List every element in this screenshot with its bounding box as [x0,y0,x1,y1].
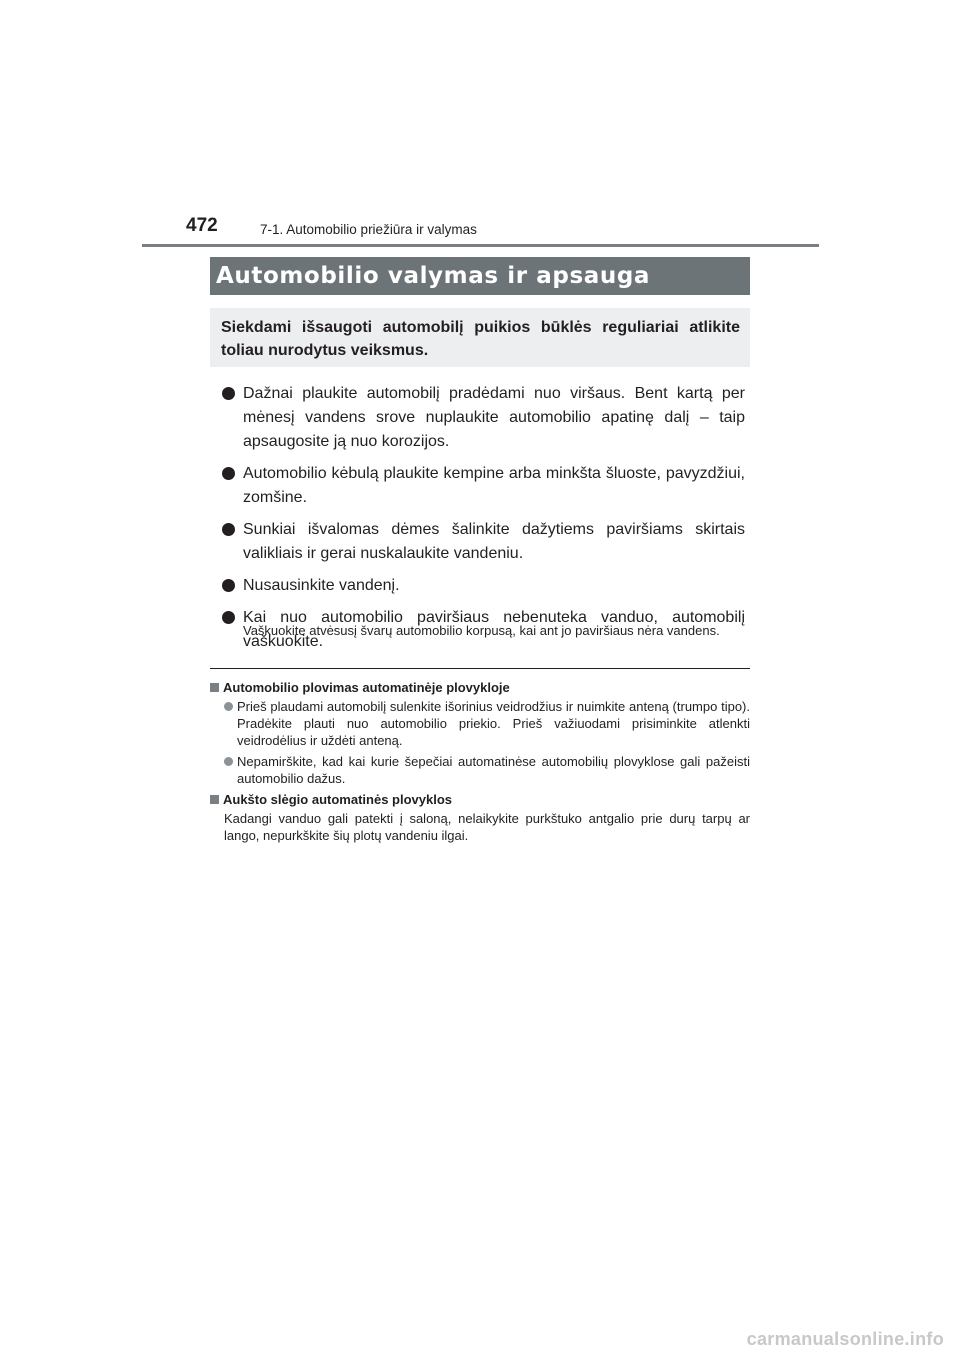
bullet-dot-icon [222,523,235,536]
wax-note: Vaškuokite atvėsusį švarų automobilio korpusą, kai ant jo paviršiaus nėra vandens. [243,623,720,638]
notes-area [210,679,750,844]
note-item [210,698,750,749]
intro-box [210,308,750,367]
bullet-text: Nusausinkite vandenį. [243,577,400,594]
bullet-text: Kai nuo automobilio paviršiaus nebenuteka vanduo, automobilį vaškuokite. [243,609,745,650]
note-heading-car-wash [210,679,750,696]
section-label: 7-1. Automobilio priežiūra ir valymas [260,222,477,237]
bullet-item [222,462,745,510]
page-number: 472 [186,215,218,236]
note-heading-text: Automobilio plovimas automatinėje plovykloje [223,680,510,695]
bullet-text: Sunkiai išvalomas dėmes šalinkite dažytiems paviršiams skirtais valikliais ir gerai nuskalaukite vandeniu. [243,521,745,562]
bullet-dot-icon [222,611,235,624]
bullet-dot-icon [222,579,235,592]
watermark-logo: carmanualsonline.info [746,1329,944,1349]
bullet-text: Dažnai plaukite automobilį pradėdami nuo viršaus. Bent kartą per mėnesį vandens srove nuplaukite automobilio apatinę dalį – taip apsaugosite ją nuo korozijos. [243,385,745,450]
note-heading-text: Aukšto slėgio automatinės plovyklos [223,792,452,807]
bullet-dot-icon [222,387,235,400]
note-item-text: Nepamirškite, kad kai kurie šepečiai automatinėse automobilių plovyklose gali pažeisti automobilio dažus. [237,754,750,786]
section-divider [210,668,750,669]
bullet-dot-icon [222,467,235,480]
bullet-dot-icon [224,757,233,766]
note-heading-high-pressure [210,791,750,808]
high-pressure-text: Kadangi vanduo gali patekti į saloną, nelaikykite purkštuko antgalio prie durų tarpų ar lango, nepurkškite šių plotų vandeniu ilgai. [224,811,750,843]
intro-text: Siekdami išsaugoti automobilį puikios būklės reguliariai atlikite toliau nurodytus veiksmus. [221,319,740,359]
square-marker-icon [210,795,219,804]
bullet-item [222,382,745,454]
note-item [210,753,750,787]
bullet-dot-icon [224,702,233,711]
bullet-item [222,518,745,566]
page-title: Automobilio valymas ir apsauga [216,263,651,289]
bullet-item [222,574,745,598]
note-item-text: Prieš plaudami automobilį sulenkite išorinius veidrodžius ir nuimkite anteną (trumpo tipo). Pradėkite plauti nuo automobilio priekio. Prieš važiuodami prisiminkite atlenkti veidrodėlius ir uždėti anteną. [237,699,750,748]
square-marker-icon [210,683,219,692]
header-rule [142,244,819,247]
bullet-list [222,382,745,662]
title-bar [210,257,750,295]
bullet-text: Automobilio kėbulą plaukite kempine arba minkšta šluoste, pavyzdžiui, zomšine. [243,465,745,506]
